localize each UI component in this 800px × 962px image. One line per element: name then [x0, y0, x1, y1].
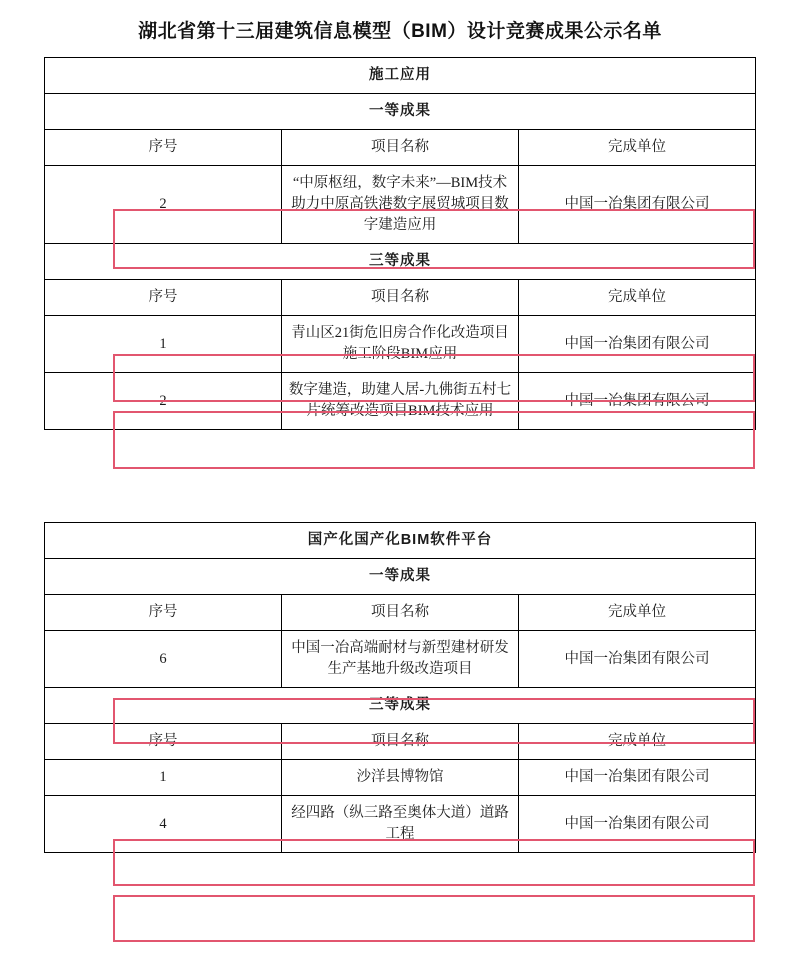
row-index: 1 — [45, 760, 282, 796]
column-header-unit: 完成单位 — [519, 724, 756, 760]
row-unit: 中国一冶集团有限公司 — [519, 373, 756, 430]
table-row — [45, 796, 756, 853]
row-project: 中国一冶高端耐材与新型建材研发生产基地升级改造项目 — [282, 631, 519, 688]
table-header-row — [45, 280, 756, 316]
column-header-index: 序号 — [45, 280, 282, 316]
row-project: “中原枢纽，数字未来”—BIM技术助力中原高铁港数字展贸城项目数字建造应用 — [282, 166, 519, 244]
row-unit: 中国一冶集团有限公司 — [519, 796, 756, 853]
table-row — [45, 631, 756, 688]
table-grade-row — [45, 688, 756, 724]
page-title: 湖北省第十三届建筑信息模型（BIM）设计竞赛成果公示名单 — [138, 21, 662, 42]
table-grade-row — [45, 559, 756, 595]
results-table-software — [44, 522, 756, 853]
table-section-row — [45, 523, 756, 559]
results-table-software-wrap — [44, 522, 756, 853]
column-header-project: 项目名称 — [282, 280, 519, 316]
grade-title: 一等成果 — [45, 559, 756, 595]
column-header-unit: 完成单位 — [519, 130, 756, 166]
column-header-project: 项目名称 — [282, 130, 519, 166]
table-row — [45, 316, 756, 373]
row-unit: 中国一冶集团有限公司 — [519, 760, 756, 796]
highlight-box — [113, 895, 755, 942]
row-unit: 中国一冶集团有限公司 — [519, 631, 756, 688]
column-header-project: 项目名称 — [282, 724, 519, 760]
table-header-row — [45, 130, 756, 166]
row-project: 经四路（纵三路至奥体大道）道路工程 — [282, 796, 519, 853]
row-index: 2 — [45, 166, 282, 244]
column-header-unit: 完成单位 — [519, 595, 756, 631]
column-header-project: 项目名称 — [282, 595, 519, 631]
grade-title: 三等成果 — [45, 688, 756, 724]
table-row — [45, 166, 756, 244]
row-unit: 中国一冶集团有限公司 — [519, 316, 756, 373]
table-row — [45, 373, 756, 430]
column-header-unit: 完成单位 — [519, 280, 756, 316]
table-grade-row — [45, 94, 756, 130]
row-project: 青山区21街危旧房合作化改造项目施工阶段BIM应用 — [282, 316, 519, 373]
row-unit: 中国一冶集团有限公司 — [519, 166, 756, 244]
column-header-index: 序号 — [45, 724, 282, 760]
results-table-construction — [44, 57, 756, 430]
column-header-index: 序号 — [45, 130, 282, 166]
table-row — [45, 760, 756, 796]
row-project: 沙洋县博物馆 — [282, 760, 519, 796]
grade-title: 三等成果 — [45, 244, 756, 280]
row-index: 4 — [45, 796, 282, 853]
table-header-row — [45, 595, 756, 631]
row-index: 2 — [45, 373, 282, 430]
column-header-index: 序号 — [45, 595, 282, 631]
table-section-row — [45, 58, 756, 94]
table-grade-row — [45, 244, 756, 280]
table-gap — [0, 430, 800, 476]
row-index: 6 — [45, 631, 282, 688]
section-title: 施工应用 — [45, 58, 756, 94]
section-title: 国产化国产化BIM软件平台 — [45, 523, 756, 559]
row-index: 1 — [45, 316, 282, 373]
results-table-construction-wrap — [44, 57, 756, 430]
table-header-row — [45, 724, 756, 760]
row-project: 数字建造，助建人居-九佛街五村七片统筹改造项目BIM技术应用 — [282, 373, 519, 430]
grade-title: 一等成果 — [45, 94, 756, 130]
